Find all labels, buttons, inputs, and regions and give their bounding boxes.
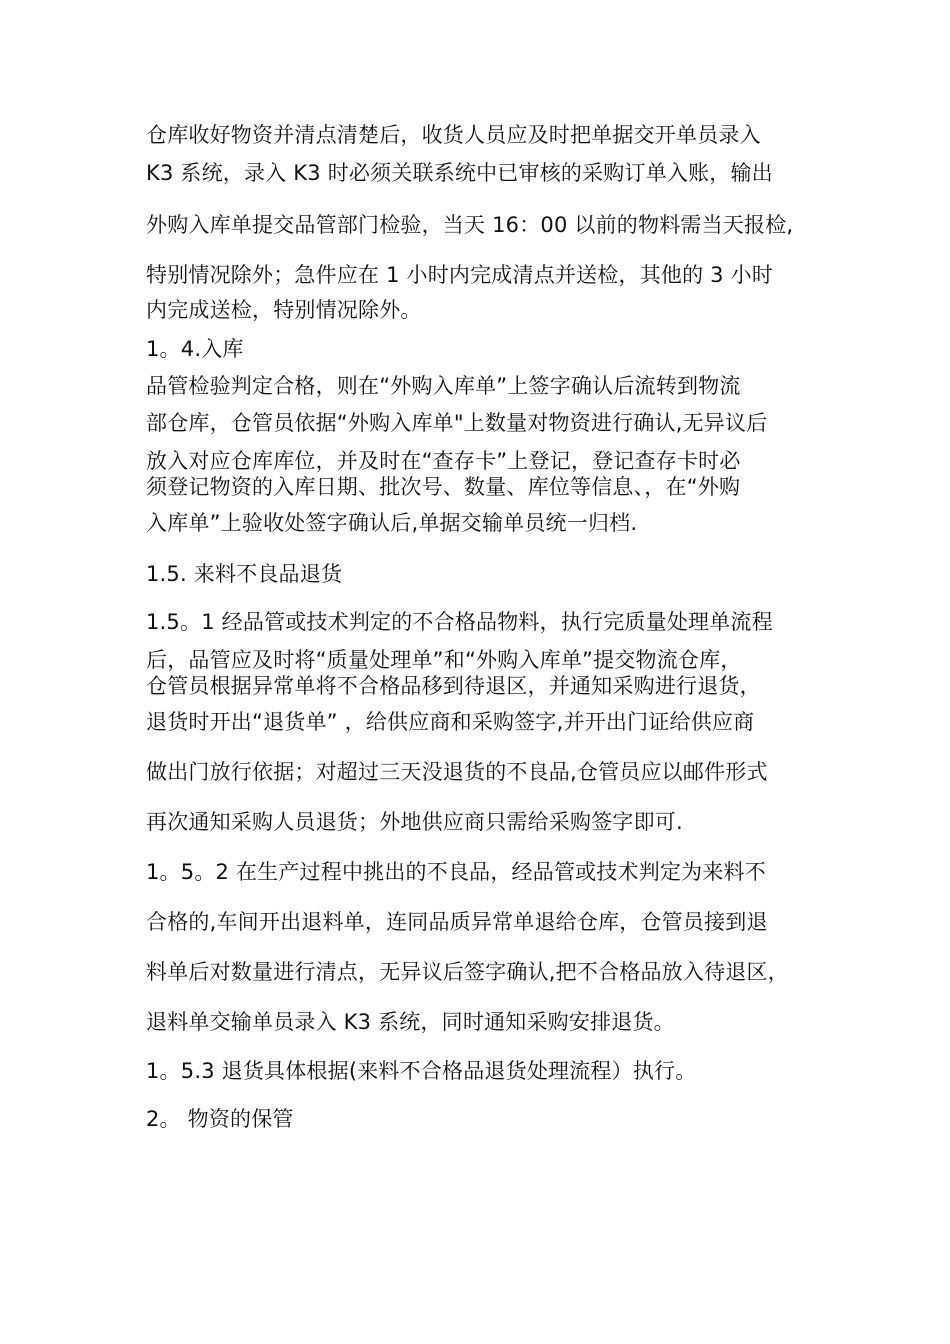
paragraph-line: 合格的,车间开出退料单，连同品质异常单退给仓库，仓管员接到退 [146, 910, 768, 934]
paragraph-line: 内完成送检，特别情况除外。 [146, 298, 422, 322]
paragraph-line: 料单后对数量进行清点，无异议后签字确认,把不合格品放入待退区， [146, 960, 789, 984]
paragraph-line: 外购入库单提交品管部门检验，当天 16：00 以前的物料需当天报检, [146, 213, 794, 237]
paragraph-line: 1.5。1 经品管或技术判定的不合格品物料，执行完质量处理单流程 [146, 610, 773, 634]
paragraph-line: 1。5。2 在生产过程中挑出的不良品，经品管或技术判定为来料不 [146, 860, 766, 884]
paragraph-line: 做出门放行依据；对超过三天没退货的不良品,仓管员应以邮件形式 [146, 760, 768, 784]
paragraph-line: 退料单交输单员录入 K3 系统，同时通知采购安排退货。 [146, 1010, 675, 1034]
section-heading: 1。4.入库 [146, 337, 244, 361]
paragraph-line: 须登记物资的入库日期、批次号、数量、库位等信息、，在“外购 [146, 475, 741, 499]
paragraph-line: 仓库收好物资并清点清楚后，收货人员应及时把单据交开单员录入 [146, 123, 761, 147]
paragraph-line: 特别情况除外；急件应在 1 小时内完成清点并送检，其他的 3 小时 [146, 263, 774, 287]
section-heading: 2。 物资的保管 [146, 1107, 294, 1131]
paragraph-line: K3 系统，录入 K3 时必须关联系统中已审核的采购订单入账，输出 [146, 161, 773, 185]
paragraph-line: 后，品管应及时将“质量处理单”和“外购入库单”提交物流仓库， [146, 648, 742, 672]
paragraph-line: 1。5.3 退货具体根据(来料不合格品退货处理流程）执行。 [146, 1059, 697, 1083]
paragraph-line: 品管检验判定合格，则在“外购入库单”上签字确认后流转到物流 [146, 374, 741, 398]
paragraph-line: 部仓库，仓管员依据“外购入库单"上数量对物资进行确认,无异议后 [146, 411, 768, 435]
paragraph-line: 放入对应仓库库位，并及时在“查存卡”上登记，登记查存卡时必 [146, 449, 741, 473]
paragraph-line: 退货时开出“退货单” ，给供应商和采购签字,并开出门证给供应商 [146, 710, 755, 734]
paragraph-line: 仓管员根据异常单将不合格品移到待退区，并通知采购进行退货， [146, 674, 761, 698]
paragraph-line: 入库单”上验收处签字确认后,单据交输单员统一归档. [146, 511, 638, 535]
paragraph-line: 再次通知采购人员退货；外地供应商只需给采购签字即可. [146, 810, 683, 834]
section-heading: 1.5. 来料不良品退货 [146, 562, 343, 586]
